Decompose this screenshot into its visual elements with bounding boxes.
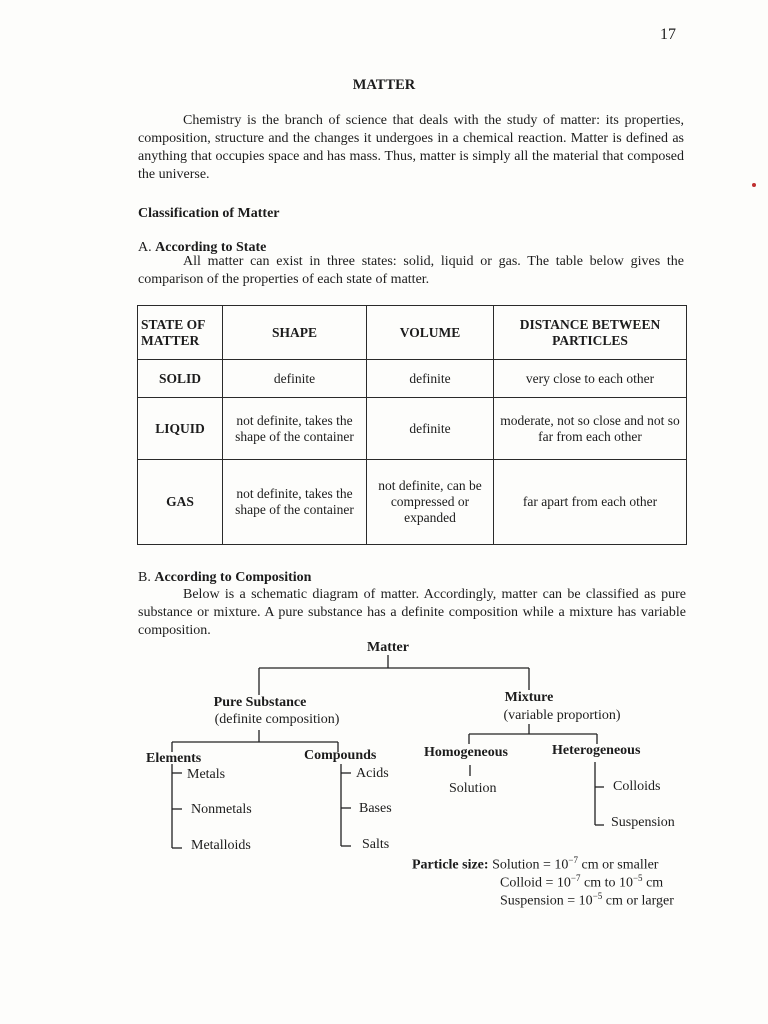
table-cell: definite — [223, 360, 367, 398]
table-cell: SOLID — [138, 360, 223, 398]
diagram-node-elements: Elements — [146, 751, 202, 766]
solution-size-exp: −7 — [568, 855, 578, 865]
particle-size-suspension — [500, 887, 674, 911]
table-cell: definite — [367, 398, 494, 460]
diagram-leaf-bases: Bases — [359, 801, 392, 816]
section-a-title: According to State — [155, 240, 267, 255]
table-cell: not definite, takes the shape of the container — [223, 460, 367, 545]
suspension-size-exp: −5 — [592, 891, 603, 901]
diagram-leaf-colloids: Colloids — [613, 779, 661, 794]
diagram-leaf-suspension: Suspension — [611, 815, 675, 830]
colloid-size-exp1: −7 — [570, 873, 581, 883]
particle-size-label: Particle size: — [412, 857, 489, 873]
intro-text: Chemistry is the branch of science that deals with the study of matter: its properties, composition, structure and the changes it undergoes in a chemical reaction. Matter is defined as anything that occupies space and has mass. Thus, matter is simply all the material that composed the universe. — [138, 113, 684, 182]
table-header-cell: STATE OF MATTER — [138, 306, 223, 360]
table-header-cell: VOLUME — [367, 306, 494, 360]
diagram-node-heterogeneous: Heterogeneous — [552, 743, 641, 758]
diagram-leaf-solution: Solution — [449, 781, 497, 796]
colloid-size-mid: cm to 10 — [580, 875, 633, 891]
diagram-leaf-salts: Salts — [362, 837, 390, 852]
colloid-size-exp2: −5 — [632, 873, 643, 883]
section-a-label: A. — [138, 240, 152, 255]
diagram-node-matter: Matter — [367, 640, 409, 655]
suspension-size-end: cm or larger — [602, 893, 674, 909]
diagram-node-pure-substance-note: (definite composition) — [214, 712, 340, 727]
colloid-size-end: cm — [642, 875, 664, 891]
diagram-node-mixture-note: (variable proportion) — [503, 708, 621, 723]
table-cell: far apart from each other — [494, 460, 687, 545]
diagram-node-pure-substance: Pure Substance — [213, 695, 307, 710]
section-a-paragraph: All matter can exist in three states: solid, liquid or gas. The table below gives the comparison of the properties of each state of matter. — [138, 254, 684, 287]
diagram-leaf-metalloids: Metalloids — [191, 838, 251, 853]
classification-heading: Classification of Matter — [138, 206, 280, 221]
diagram-node-mixture: Mixture — [504, 690, 554, 705]
table-header-cell: SHAPE — [223, 306, 367, 360]
diagram-node-homogeneous: Homogeneous — [424, 745, 508, 760]
table-cell: GAS — [138, 460, 223, 545]
solution-size-end: cm or smaller — [578, 857, 659, 873]
scan-mark — [752, 183, 756, 187]
colloid-size-text: Colloid = 10 — [500, 875, 571, 891]
diagram-leaf-nonmetals: Nonmetals — [191, 802, 252, 817]
section-b-label: B. — [138, 570, 151, 585]
table-cell: not definite, takes the shape of the container — [223, 398, 367, 460]
section-b-title: According to Composition — [154, 570, 312, 585]
table-cell: moderate, not so close and not so far from each other — [494, 398, 687, 460]
diagram-leaf-acids: Acids — [356, 766, 389, 781]
table-cell: not definite, can be compressed or expanded — [367, 460, 494, 545]
table-header-cell: DISTANCE BETWEEN PARTICLES — [494, 306, 687, 360]
page-title: MATTER — [352, 77, 416, 93]
solution-size-text: Solution = 10 — [492, 857, 569, 873]
table-cell: very close to each other — [494, 360, 687, 398]
table-cell: LIQUID — [138, 398, 223, 460]
suspension-size-text: Suspension = 10 — [500, 893, 593, 909]
section-b-paragraph: Below is a schematic diagram of matter. Accordingly, matter can be classified as pure substance or mixture. A pure substance has a definite composition while a mixture has variable composition. — [138, 587, 686, 638]
diagram-leaf-metals: Metals — [187, 767, 226, 782]
table-cell: definite — [367, 360, 494, 398]
page-number: 17 — [660, 26, 676, 43]
diagram-node-compounds: Compounds — [304, 748, 377, 763]
